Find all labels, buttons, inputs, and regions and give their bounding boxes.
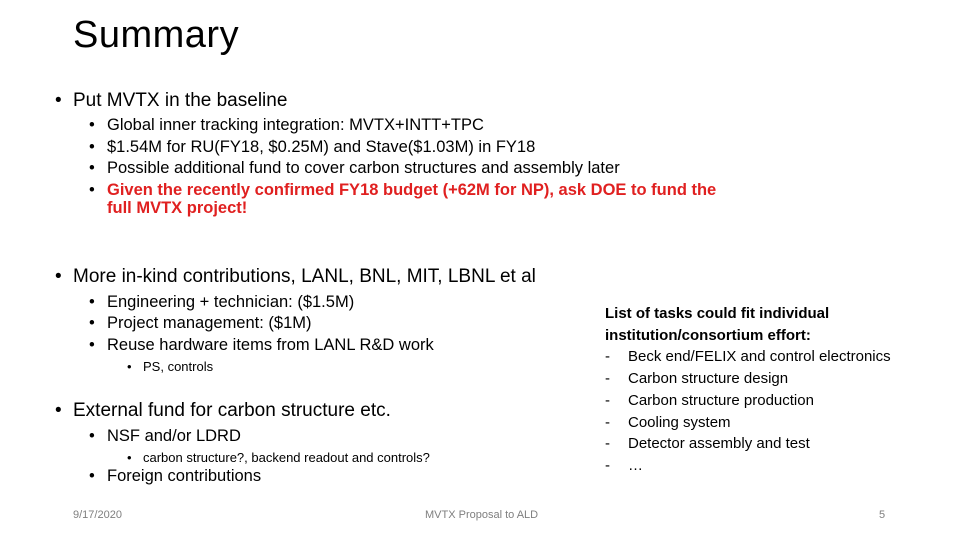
sub-sub-bullet: PS, controls [143, 359, 214, 374]
bullet-dot: • [89, 138, 95, 156]
page-number: 5 [879, 509, 886, 521]
emphasis-bullet: Given the recently confirmed FY18 budget (+62M for NP), ask DOE to fund the [107, 181, 717, 199]
task-list-item: - Detector assembly and test [605, 435, 810, 453]
bullet-dot: • [89, 336, 95, 354]
task-list-item: - Carbon structure production [605, 391, 814, 409]
sub-bullet: Project management: ($1M) [107, 314, 312, 332]
footer-title: MVTX Proposal to ALD [425, 509, 539, 521]
sub-bullet: NSF and/or LDRD [107, 427, 241, 445]
sub-bullet: Engineering + technician: ($1.5M) [107, 293, 355, 311]
slide-title: Summary [73, 14, 240, 56]
emphasis-bullet-continuation: full MVTX project! [107, 199, 248, 217]
task-list-item: - Carbon structure design [605, 370, 789, 388]
sub-bullet: $1.54M for RU(FY18, $0.25M) and Stave($1.03M) in FY18 [107, 138, 536, 156]
bullet-put-mvtx: Put MVTX in the baseline [73, 90, 288, 111]
sub-bullet: Foreign contributions [107, 467, 262, 485]
bullet-dot: • [55, 266, 62, 287]
bullet-dot: • [55, 400, 62, 421]
footer-date: 9/17/2020 [73, 509, 122, 521]
task-list-heading: List of tasks could fit individual [605, 305, 830, 322]
bullet-dot: • [89, 314, 95, 332]
sub-bullet: Possible additional fund to cover carbon structures and assembly later [107, 159, 620, 177]
bullet-dot: • [89, 293, 95, 311]
bullet-dot: • [127, 450, 132, 465]
bullet-in-kind: More in-kind contributions, LANL, BNL, MIT, LBNL et al [73, 266, 536, 287]
task-list-item: - Cooling system [605, 413, 731, 431]
sub-bullet: Global inner tracking integration: MVTX+INTT+TPC [107, 116, 484, 134]
bullet-dot: • [89, 159, 95, 177]
bullet-dot: • [89, 427, 95, 445]
task-list-box [605, 303, 891, 477]
bullet-dot: • [89, 181, 95, 199]
bullet-dot: • [89, 467, 95, 485]
bullet-dot: • [127, 359, 132, 374]
bullet-external-fund: External fund for carbon structure etc. [73, 400, 391, 421]
task-list-item: - … [605, 456, 643, 474]
task-list-heading: institution/consortium effort: [605, 326, 811, 344]
sub-bullet: Reuse hardware items from LANL R&D work [107, 336, 434, 354]
bullet-dot: • [55, 90, 62, 111]
bullet-dot: • [89, 116, 95, 134]
sub-sub-bullet: carbon structure?, backend readout and controls? [143, 450, 430, 465]
task-list-item: - Beck end/FELIX and control electronics [605, 348, 891, 366]
